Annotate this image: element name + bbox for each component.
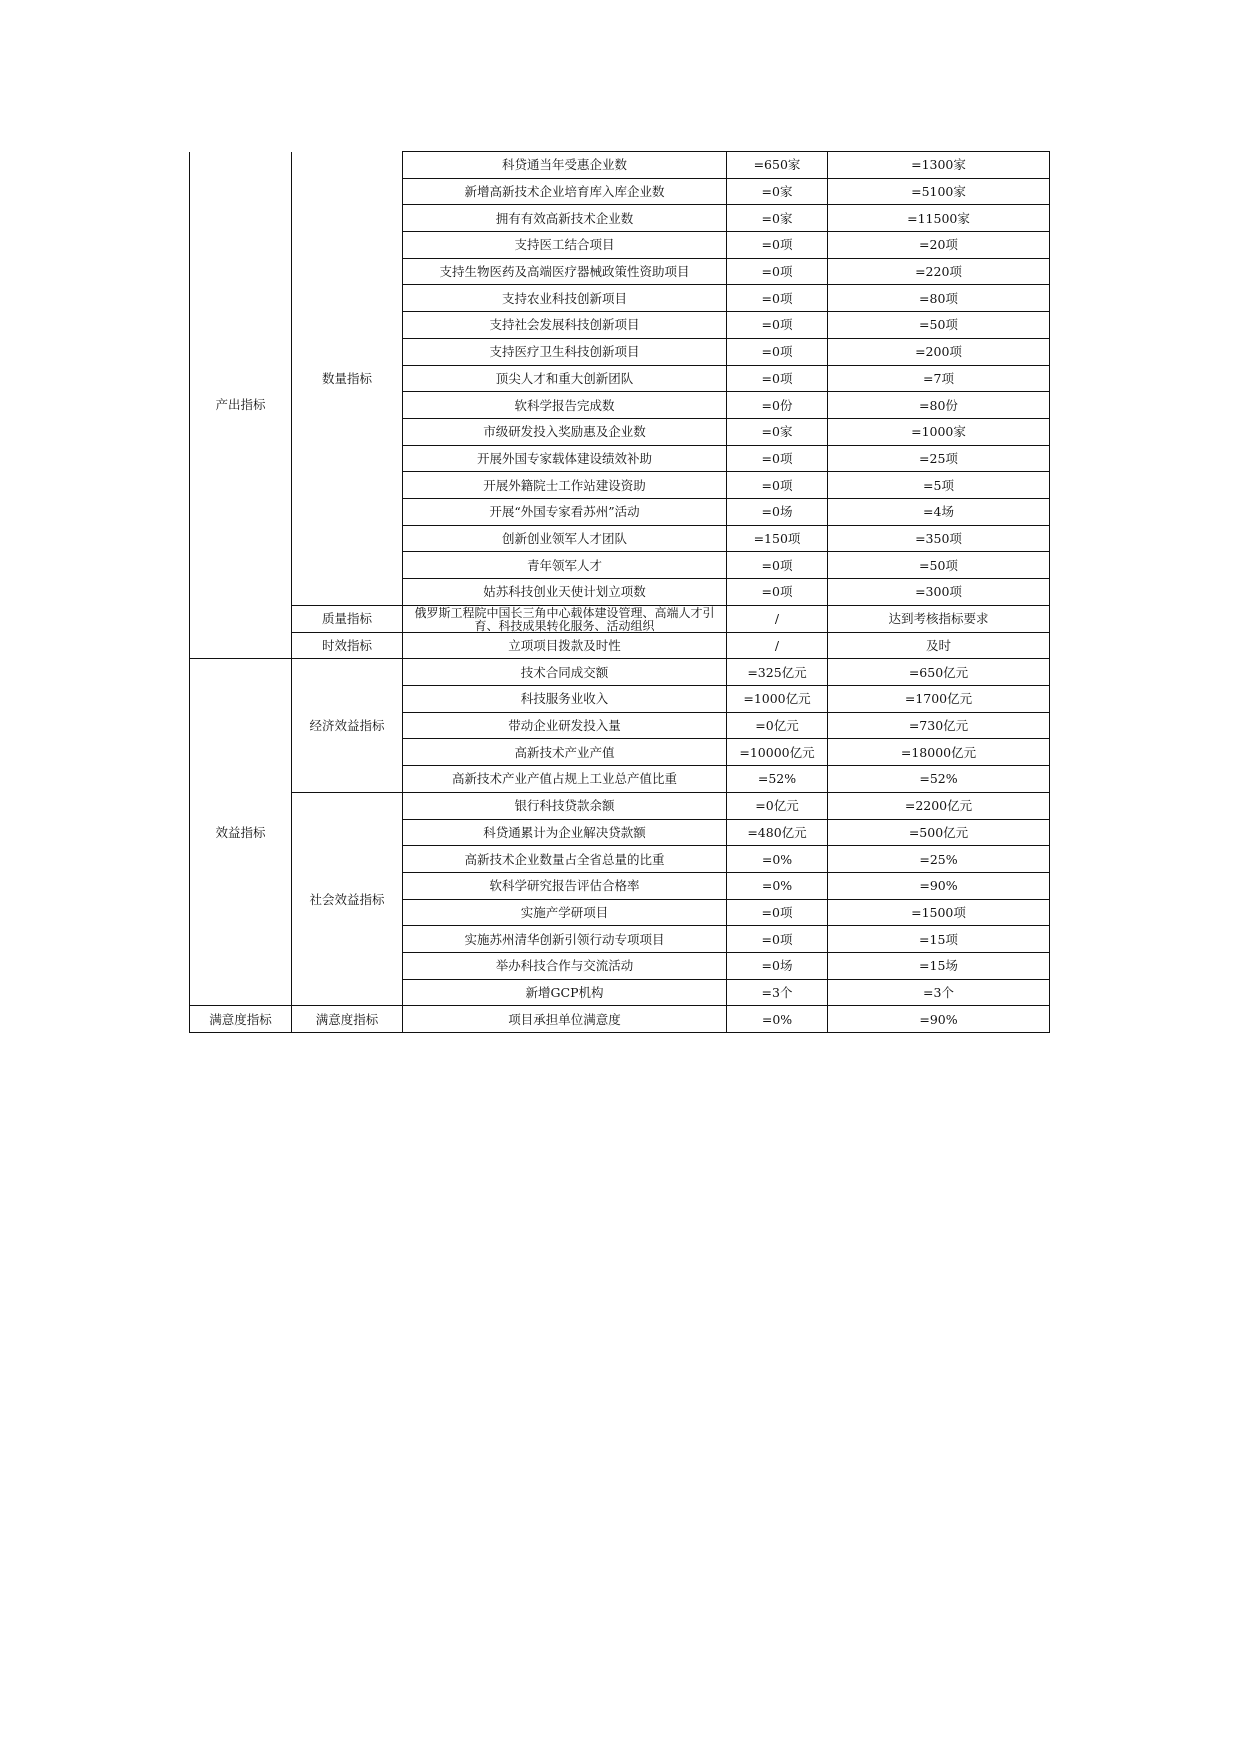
level1-satisfaction-cell: 满意度指标 [190,1006,292,1033]
indicator-cell: 高新技术产业产值占规上工业总产值比重 [403,766,727,793]
value2-cell: =5100家 [828,178,1050,205]
value1-cell: =0家 [727,418,828,445]
value1-cell: =650家 [727,152,828,179]
indicator-cell: 支持医疗卫生科技创新项目 [403,338,727,365]
indicator-cell: 顶尖人才和重大创新团队 [403,365,727,392]
indicator-cell: 技术合同成交额 [403,659,727,686]
table-row [190,792,1050,819]
value2-cell: =200项 [828,338,1050,365]
value2-cell: =25% [828,846,1050,873]
level2-social-cell: 社会效益指标 [292,792,403,1006]
value2-cell: =5项 [828,472,1050,499]
value1-cell: =0项 [727,472,828,499]
value2-cell: =2200亿元 [828,792,1050,819]
value1-cell: =0亿元 [727,712,828,739]
indicator-cell: 银行科技贷款余额 [403,792,727,819]
value2-cell: =25项 [828,445,1050,472]
indicator-cell: 青年领军人才 [403,552,727,579]
value1-cell: =3个 [727,979,828,1006]
value2-cell: =1300家 [828,152,1050,179]
value1-cell: =0场 [727,498,828,525]
indicator-cell: 支持农业科技创新项目 [403,285,727,312]
value1-cell: =0项 [727,285,828,312]
value1-cell: / [727,632,828,659]
value2-cell: =1700亿元 [828,686,1050,713]
indicator-cell: 软科学研究报告评估合格率 [403,872,727,899]
table-row [190,659,1050,686]
level2-quantity-cell: 数量指标 [292,152,403,606]
value1-cell: =0项 [727,312,828,339]
value1-cell: =0项 [727,926,828,953]
indicator-cell: 举办科技合作与交流活动 [403,952,727,979]
value1-cell: =0项 [727,552,828,579]
table-row [190,632,1050,659]
value2-cell: =90% [828,872,1050,899]
value1-cell: =1000亿元 [727,686,828,713]
value2-cell: =730亿元 [828,712,1050,739]
value2-cell: =18000亿元 [828,739,1050,766]
value1-cell: / [727,605,828,632]
value2-cell: =1000家 [828,418,1050,445]
level2-satisfaction-cell: 满意度指标 [292,1006,403,1033]
performance-indicator-table [189,151,1050,1033]
table-row [190,152,1050,179]
value1-cell: =0项 [727,445,828,472]
indicator-cell: 科贷通累计为企业解决贷款额 [403,819,727,846]
indicator-cell: 姑苏科技创业天使计划立项数 [403,579,727,606]
value2-cell: =90% [828,1006,1050,1033]
value1-cell: =0项 [727,258,828,285]
indicator-cell [403,605,727,632]
value1-cell: =325亿元 [727,659,828,686]
value2-cell: =15场 [828,952,1050,979]
indicator-cell: 立项项目拨款及时性 [403,632,727,659]
value2-cell: =52% [828,766,1050,793]
value2-cell: =500亿元 [828,819,1050,846]
value2-cell: =20项 [828,232,1050,259]
indicator-cell: 实施苏州清华创新引领行动专项项目 [403,926,727,953]
indicator-cell: 高新技术产业产值 [403,739,727,766]
value1-cell: =0% [727,872,828,899]
value1-cell: =0项 [727,338,828,365]
value2-cell: =220项 [828,258,1050,285]
indicator-cell: 软科学报告完成数 [403,392,727,419]
level2-timeliness-cell: 时效指标 [292,632,403,659]
indicator-cell: 科贷通当年受惠企业数 [403,152,727,179]
value1-cell: =0家 [727,205,828,232]
level1-benefit-cell: 效益指标 [190,659,292,1006]
value1-cell: =480亿元 [727,819,828,846]
indicator-cell: 新增GCP机构 [403,979,727,1006]
value2-cell: =80份 [828,392,1050,419]
indicator-cell: 高新技术企业数量占全省总量的比重 [403,846,727,873]
value2-cell: 及时 [828,632,1050,659]
value1-cell: =0项 [727,579,828,606]
indicator-cell: 开展外国专家载体建设绩效补助 [403,445,727,472]
level2-quality-cell: 质量指标 [292,605,403,632]
value1-cell: =0项 [727,899,828,926]
value2-cell: =80项 [828,285,1050,312]
value1-cell: =52% [727,766,828,793]
value1-cell: =0份 [727,392,828,419]
indicator-cell: 开展外籍院士工作站建设资助 [403,472,727,499]
value1-cell: =0项 [727,365,828,392]
value2-cell: =11500家 [828,205,1050,232]
value2-cell: =1500项 [828,899,1050,926]
level1-output-cell: 产出指标 [190,152,292,659]
value1-cell: =0项 [727,232,828,259]
value2-cell: =350项 [828,525,1050,552]
value2-cell: =7项 [828,365,1050,392]
value2-cell: =650亿元 [828,659,1050,686]
value2-cell: =50项 [828,552,1050,579]
value2-cell: =3个 [828,979,1050,1006]
value2-cell: =300项 [828,579,1050,606]
indicator-cell: 支持生物医药及高端医疗器械政策性资助项目 [403,258,727,285]
indicator-cell: 项目承担单位满意度 [403,1006,727,1033]
table-row [190,605,1050,632]
value1-cell: =0亿元 [727,792,828,819]
value1-cell: =150项 [727,525,828,552]
indicator-cell: 支持医工结合项目 [403,232,727,259]
indicator-cell: 新增高新技术企业培育库入库企业数 [403,178,727,205]
table-row [190,1006,1050,1033]
value1-cell: =0家 [727,178,828,205]
value2-cell: 达到考核指标要求 [828,605,1050,632]
indicator-cell: 拥有有效高新技术企业数 [403,205,727,232]
indicator-text: 俄罗斯工程院中国长三角中心载体建设管理、高端人才引育、科技成果转化服务、活动组织 [414,605,715,632]
value1-cell: =0% [727,846,828,873]
indicator-cell: 开展“外国专家看苏州”活动 [403,498,727,525]
indicator-cell: 实施产学研项目 [403,899,727,926]
level2-economic-cell: 经济效益指标 [292,659,403,792]
value2-cell: =50项 [828,312,1050,339]
value1-cell: =0% [727,1006,828,1033]
indicator-cell: 市级研发投入奖励惠及企业数 [403,418,727,445]
indicator-cell: 带动企业研发投入量 [403,712,727,739]
indicator-cell: 创新创业领军人才团队 [403,525,727,552]
value1-cell: =0场 [727,952,828,979]
indicator-cell: 科技服务业收入 [403,686,727,713]
value1-cell: =10000亿元 [727,739,828,766]
value2-cell: =15项 [828,926,1050,953]
value2-cell: =4场 [828,498,1050,525]
indicator-cell: 支持社会发展科技创新项目 [403,312,727,339]
